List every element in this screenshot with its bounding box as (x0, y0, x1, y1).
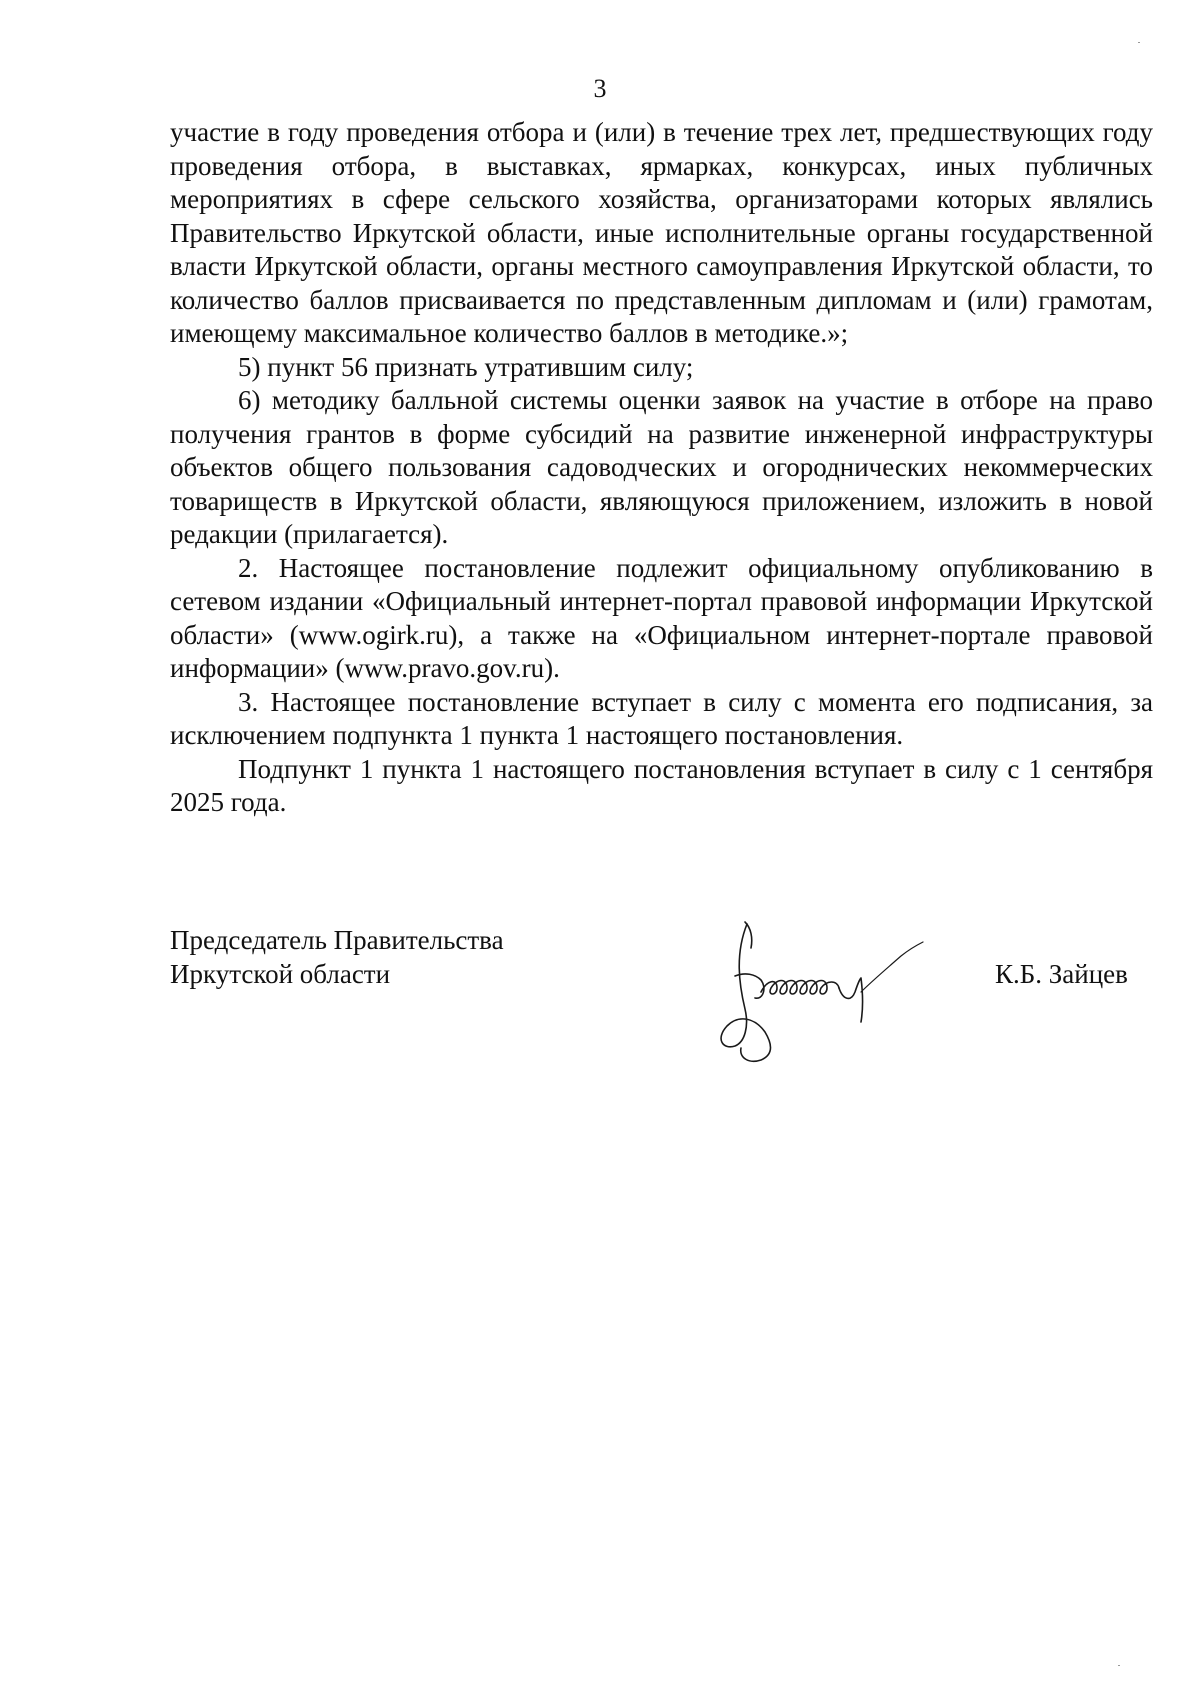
paragraph-clause-3-subparagraph: Подпункт 1 пункта 1 настоящего постановления вступает в силу с 1 сентября 2025 года. (170, 753, 1153, 817)
signer-position (170, 924, 590, 991)
paragraph-clause-3: 3. Настоящее постановление вступает в силу с момента его подписания, за исключением подпункта 1 пункта 1 настоящего постановления. (170, 686, 1153, 750)
signature-block (170, 924, 1153, 1064)
scan-speck (1118, 1665, 1120, 1666)
paragraph-item-5: 5) пункт 56 признать утратившим силу; (238, 351, 694, 382)
scan-speck (1138, 42, 1140, 43)
paragraph-clause-2: 2. Настоящее постановление подлежит официальному опубликованию в сетевом издании «Официальный интернет-портал правовой информации Иркутской области» (www.ogirk.ru), а также на «Официальном интернет-портале правовой информации» (www.pravo.gov.ru). (170, 552, 1153, 683)
page-number: 3 (593, 74, 607, 103)
signer-position-line-1: Председатель Правительства (170, 925, 504, 955)
paragraph-item-6: 6) методику балльной системы оценки заявок на участие в отборе на право получения грантов в форме субсидий на развитие инженерной инфраструктуры объектов общего пользования садоводческих и огороднических некоммерческих товариществ в Иркутской области, являющуюся приложением, изложить в новой редакции (прилагается). (170, 385, 1153, 549)
document-body (170, 116, 1153, 820)
signer-name: К.Б. Зайцев (995, 959, 1128, 989)
handwritten-signature (705, 914, 965, 1064)
signer-position-line-2: Иркутской области (170, 958, 391, 989)
paragraph-continuation: участие в году проведения отбора и (или) в течение трех лет, предшествующих году проведения отбора, в выставках, ярмарках, конкурсах, иных публичных мероприятиях в сфере сельского хозяйства, организаторами которых являлись Правительство Иркутской области, иные исполнительные органы государственной власти Иркутской области, органы местного самоуправления Иркутской области, то количество баллов присваивается по представленным дипломам и (или) грамотам, имеющему максимальное количество баллов в методике.»; (170, 117, 1153, 348)
